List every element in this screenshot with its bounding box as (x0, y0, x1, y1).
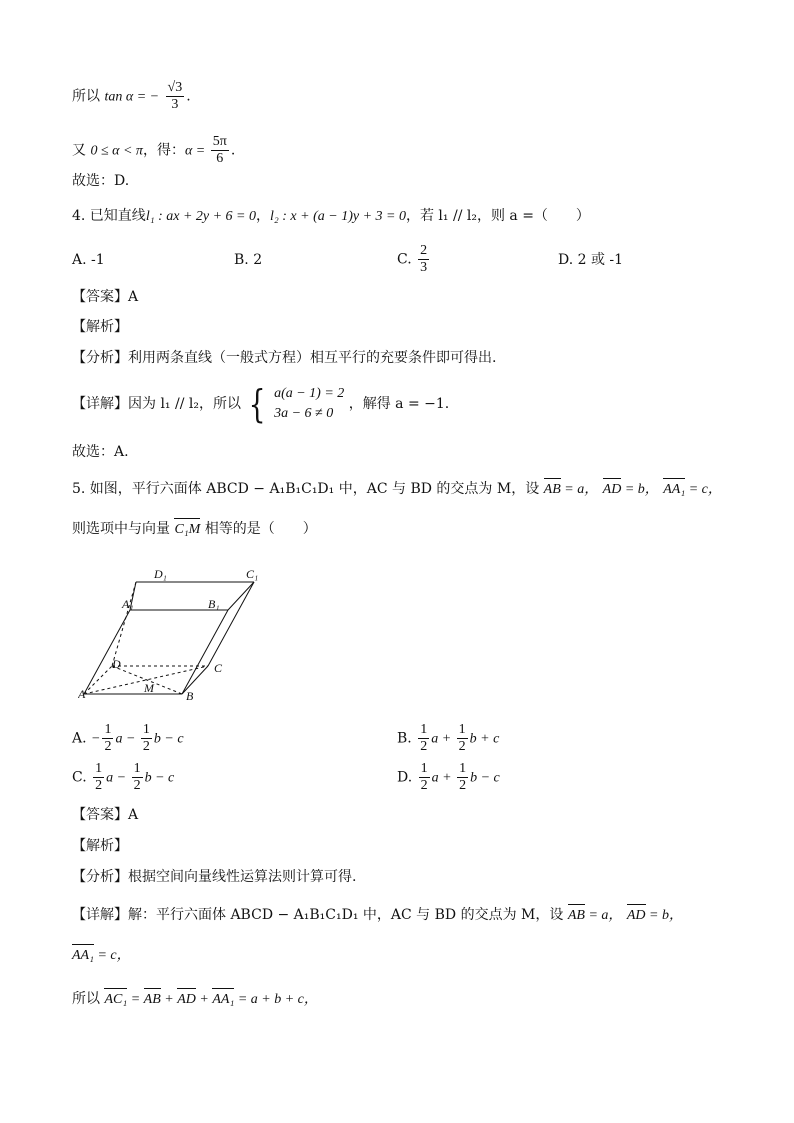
q5-xiangjie-3: 所以 AC₁ = AB + AD + AA₁ = a + b + c， (72, 991, 318, 1007)
q4-jiexi: 【解析】 (72, 319, 128, 335)
equation-system: a(a − 1) = 2 3a − 6 ≠ 0 (274, 386, 345, 421)
q5-option-c: C. $\frac{1}{2}$ a − $\frac{1}{2}$ b − c (72, 761, 175, 793)
q4-option-b: B. 2 (234, 252, 263, 268)
q5-xiangjie-2: AA₁ = c， (72, 948, 131, 963)
q4-xiangjie: 【详解】因为 l₁ // l₂，所以 { a(a − 1) = 2 3a − 6 ≠ 0 ，解得 a = −1. (72, 382, 450, 426)
line-tan: 所以 tan α = − $\frac{√3}{3}$ . (72, 80, 191, 112)
q5-answer: 【答案】A (72, 807, 139, 823)
parallelepiped-figure (78, 562, 278, 702)
label-b: B (186, 689, 194, 702)
q5-option-d: D. $\frac{1}{2}$ a + $\frac{1}{2}$ b − c (397, 761, 500, 793)
q5-fenxi: 【分析】根据空间向量线性运算法则计算可得. (72, 869, 357, 885)
q5-jiexi: 【解析】 (72, 838, 128, 854)
choose-d: 故选：D. (72, 173, 130, 189)
fraction: $\frac{√3}{3}$ (167, 80, 183, 112)
brace-icon: { (249, 382, 266, 426)
fraction: $\frac{5\pi}{6}$ (212, 134, 227, 166)
label-d: D (112, 657, 121, 671)
q5-stem: 5. 如图，平行六面体 ABCD − A₁B₁C₁D₁ 中，AC 与 BD 的交点为 M，设 AB = a， AD = b， AA₁ = c， (72, 481, 722, 497)
q5-option-a: A. − $\frac{1}{2}$ a − $\frac{1}{2}$ b − c (72, 722, 184, 754)
q4-option-c: C. $\frac{2}{3}$ (397, 243, 428, 275)
q4-fenxi: 【分析】利用两条直线（一般式方程）相互平行的充要条件即可得出. (72, 350, 497, 366)
line-range: 又 0 ≤ α < π，得：α = $\frac{5\pi}{6}$ . (72, 134, 236, 166)
q4-stem: 4. 已知直线l₁ : ax + 2y + 6 = 0，l₂ : x + (a − 1)y + 3 = 0，若 l₁ // l₂，则 a =（ ） (72, 208, 590, 224)
label-c1: C₁ (246, 567, 259, 581)
q4-choose: 故选：A. (72, 444, 129, 460)
q4-option-a: A. -1 (72, 252, 105, 268)
label-c: C (214, 661, 223, 675)
label-a: A (78, 687, 86, 701)
q5-option-b: B. $\frac{1}{2}$ a + $\frac{1}{2}$ b + c (397, 722, 500, 754)
label-b1: B₁ (208, 597, 220, 611)
label-d1: D₁ (154, 567, 167, 581)
label-a1: A₁ (122, 597, 134, 611)
q5-xiangjie-1: 【详解】解：平行六面体 ABCD − A₁B₁C₁D₁ 中，AC 与 BD 的交点为 M，设 AB = a， AD = b， (72, 907, 683, 923)
label-m: M (144, 681, 154, 695)
q4-answer: 【答案】A (72, 289, 139, 305)
q5-stem2: 则选项中与向量 C₁M 相等的是（ ） (72, 521, 317, 537)
q4-option-d: D. 2 或 -1 (558, 252, 624, 268)
